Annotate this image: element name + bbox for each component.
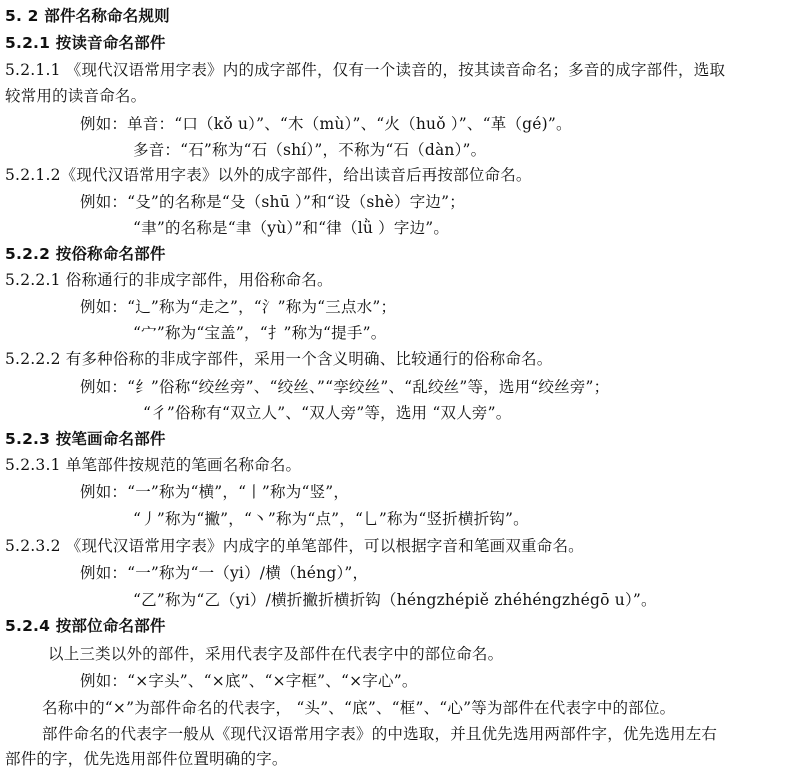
heading-5-2-3: 5.2.3 按笔画命名部件 xyxy=(5,430,166,448)
paragraph-5-2-1-1-line2: 较常用的读音命名。 xyxy=(5,87,147,105)
heading-5-2-4: 5.2.4 按部位命名部件 xyxy=(5,617,166,635)
example-shu: 例如：“殳”的名称是“殳（shū ）”和“设（shè）字边”； xyxy=(80,193,465,211)
example-jiaosipang: 例如：“纟”俗称“绞丝旁”、“绞丝、”“孪绞丝”、“乱绞丝”等，选用“绞丝旁”； xyxy=(80,378,610,396)
paragraph-5-2-3-2: 5.2.3.2 《现代汉语常用字表》内成字的单笔部件，可以根据字音和笔画双重命名。 xyxy=(5,537,584,555)
paragraph-5-2-4-meaning: 名称中的“×”为部件命名的代表字， “头”、“底”、“框”、“心”等为部件在代表字中的部位。 xyxy=(42,699,676,717)
example-zitou: 例如：“×字头”、“×底”、“×字框”、“×字心”。 xyxy=(80,672,418,690)
example-yi-zhe: “乙”称为“乙（yi）/横折撇折横折钩（héngzhépiě zhéhéngzhégō u）”。 xyxy=(133,591,657,609)
paragraph-5-2-4-rule-line2: 部件的字，优先选用部件位置明确的字。 xyxy=(5,750,288,768)
heading-5-2-1: 5.2.1 按读音命名部件 xyxy=(5,34,166,52)
example-yi-heng: 例如：“一”称为“一（yi）/横（héng）”， xyxy=(80,564,369,582)
example-single-reading: 例如：单音：“口（kǒ u）”、“木（mù）”、“火（huǒ ）”、“革（gé)”。 xyxy=(80,115,572,133)
example-zouzhi: 例如：“辶”称为“走之”，“氵”称为“三点水”； xyxy=(80,298,397,316)
example-shuangrenpang: “彳”俗称有“双立人”、“双人旁”等，选用 “双人旁”。 xyxy=(143,404,512,422)
example-yu: “聿”的名称是“聿（yù）”和“律（lǜ ）字边”。 xyxy=(133,219,450,237)
example-multi-reading: 多音：“石”称为“石（shí）”，不称为“石（dàn）”。 xyxy=(133,141,487,159)
example-pie-dian: “丿”称为“撇”，“丶”称为“点”，“乚”称为“竖折横折钩”。 xyxy=(133,510,529,528)
example-heng-shu: 例如：“一”称为“横”，“丨”称为“竖”， xyxy=(80,483,350,501)
paragraph-5-2-4-intro: 以上三类以外的部件，采用代表字及部件在代表字中的部位命名。 xyxy=(48,645,504,663)
paragraph-5-2-1-2: 5.2.1.2《现代汉语常用字表》以外的成字部件，给出读音后再按部位命名。 xyxy=(5,166,532,184)
paragraph-5-2-2-2: 5.2.2.2 有多种俗称的非成字部件，采用一个含义明确、比较通行的俗称命名。 xyxy=(5,350,553,368)
paragraph-5-2-2-1: 5.2.2.1 俗称通行的非成字部件，用俗称命名。 xyxy=(5,271,333,289)
paragraph-5-2-3-1: 5.2.3.1 单笔部件按规范的笔画名称命名。 xyxy=(5,456,302,474)
section-title: 5. 2 部件名称命名规则 xyxy=(5,7,170,25)
heading-5-2-2: 5.2.2 按俗称命名部件 xyxy=(5,245,166,263)
example-baogai: “宀”称为“宝盖”，“扌”称为“提手”。 xyxy=(133,324,387,342)
paragraph-5-2-1-1-line1: 5.2.1.1 《现代汉语常用字表》内的成字部件，仅有一个读音的，按其读音命名；多音的成字部件，选取 xyxy=(5,61,726,79)
paragraph-5-2-4-rule-line1: 部件命名的代表字一般从《现代汉语常用字表》的中选取，并且优先选用两部件字，优先选用左右 xyxy=(42,725,718,743)
